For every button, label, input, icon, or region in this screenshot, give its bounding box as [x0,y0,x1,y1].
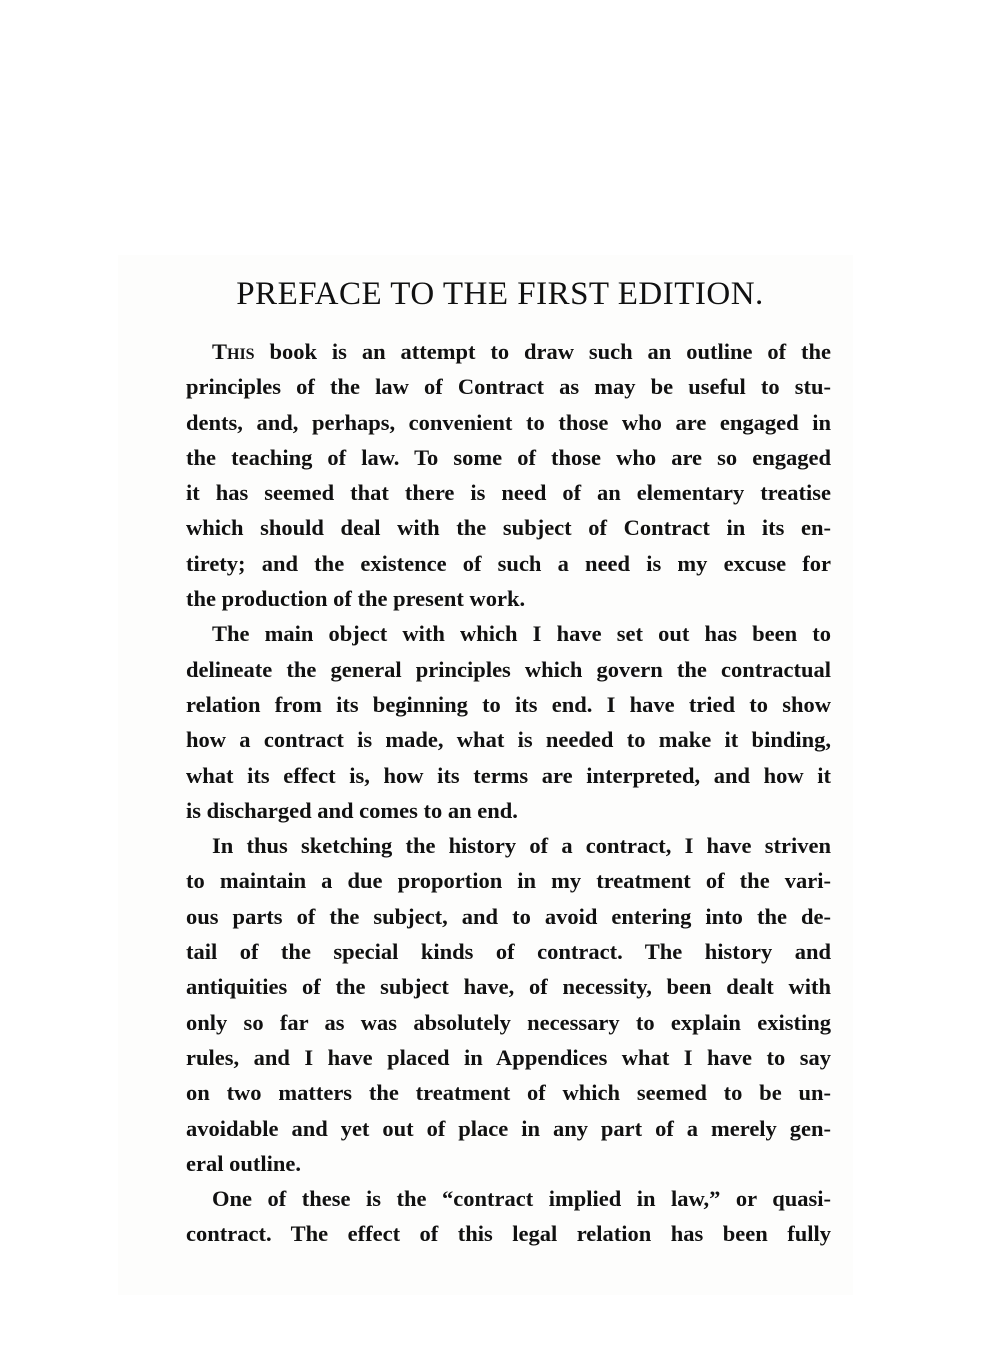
preface-body [186,334,831,1252]
paragraph-1 [186,334,831,616]
text-line: the production of the present work. [186,586,526,612]
paragraph-2 [186,616,831,828]
text-line: One of these is the “contract implied in law,” or quasi- [212,1186,831,1212]
text-line: eral outline. [186,1150,301,1176]
text-line: what its effect is, how its terms are interpreted, and how it [186,762,831,788]
text-line: In thus sketching the history of a contract, I have striven [212,833,831,859]
text-line: This book is an attempt to draw such an outline of the [212,339,831,364]
text-line: how a contract is made, what is needed to make it binding, [186,727,831,753]
text-line: on two matters the treatment of which seemed to be un- [186,1080,831,1106]
text-line: ous parts of the subject, and to avoid entering into the de- [186,903,831,929]
text-line: contract. The effect of this legal relation has been fully [186,1221,831,1247]
text-line: The main object with which I have set out has been to [212,621,831,647]
text-line: delineate the general principles which govern the contractual [186,656,831,682]
paragraph-4 [186,1181,831,1252]
text-line: rules, and I have placed in Appendices what I have to say [186,1044,831,1070]
text-line: only so far as was absolutely necessary to explain existing [186,1009,831,1035]
text-line: which should deal with the subject of Contract in its en- [186,515,831,541]
text-line: is discharged and comes to an end. [186,797,518,823]
text-line: antiquities of the subject have, of necessity, been dealt with [186,974,831,1000]
page-title: PREFACE TO THE FIRST EDITION. [236,276,764,312]
lead-word: This [212,339,255,364]
text-line: tirety; and the existence of such a need is my excuse for [186,550,831,576]
text-line: tail of the special kinds of contract. The history and [186,939,831,965]
paragraph-3 [186,828,831,1181]
text-line: principles of the law of Contract as may be useful to stu- [186,374,831,400]
text-line: relation from its beginning to its end. I have tried to show [186,691,831,717]
text-line: to maintain a due proportion in my treatment of the vari- [186,868,831,894]
text-line: avoidable and yet out of place in any part of a merely gen- [186,1115,831,1141]
text-line: the teaching of law. To some of those who are so engaged [186,444,831,470]
text-line: dents, and, perhaps, convenient to those who are engaged in [186,409,831,435]
text-line: it has seemed that there is need of an elementary treatise [186,480,831,506]
